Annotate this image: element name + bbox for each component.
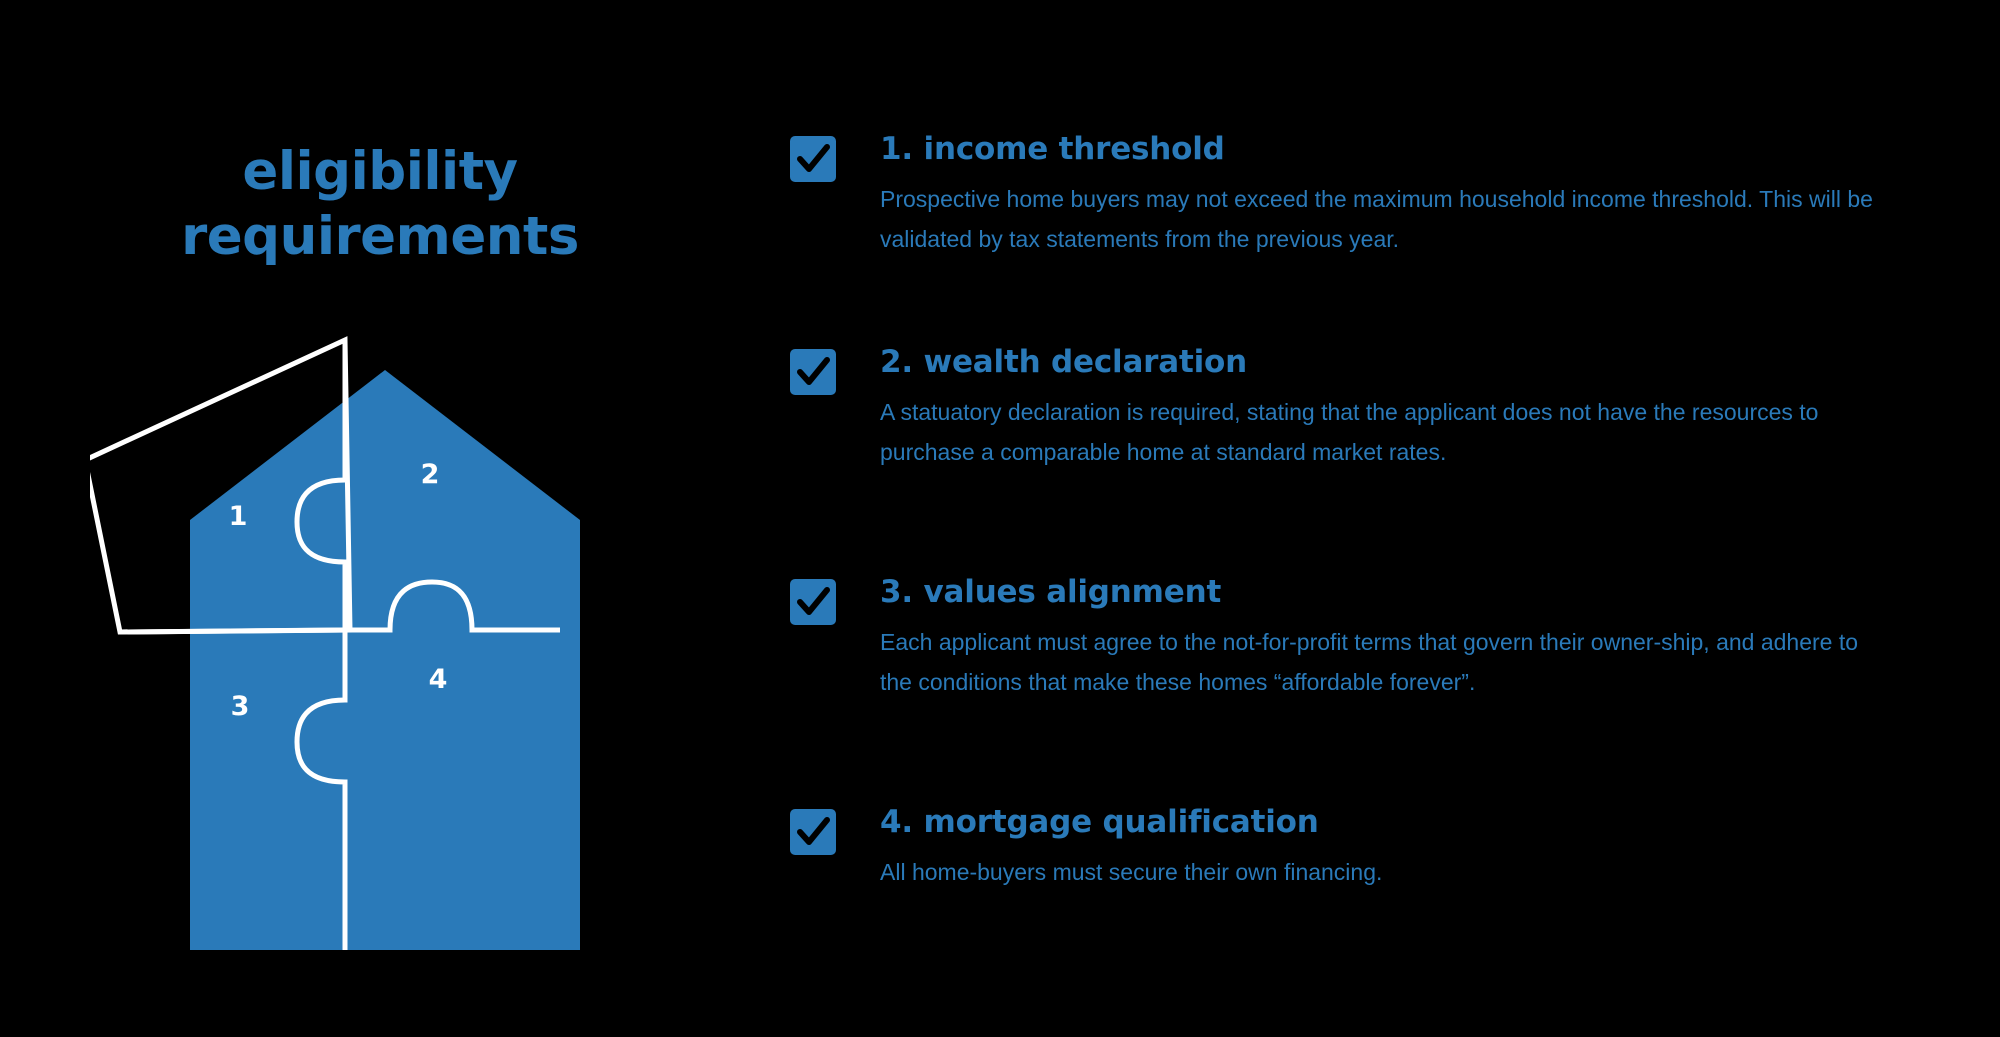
requirement-heading-2: 2. wealth declaration	[880, 344, 1247, 380]
house-puzzle-illustration	[90, 330, 690, 950]
puzzle-piece-label-3: 3	[230, 691, 250, 722]
requirement-body-1: Prospective home buyers may not exceed the maximum household income threshold. This will be validated by tax statements from the previous year.	[880, 186, 1873, 252]
house-puzzle-svg	[90, 330, 690, 950]
house-shape	[190, 370, 580, 950]
requirement-heading-4: 4. mortgage qualification	[880, 804, 1319, 840]
puzzle-piece-label-1: 1	[228, 501, 248, 532]
requirement-item-3	[790, 575, 1900, 702]
requirement-body-3: Each applicant must agree to the not-for-profit terms that govern their owner-ship, and adhere to the conditions that make these homes “affordable forever”.	[880, 629, 1859, 695]
requirement-text-4	[880, 805, 1900, 893]
puzzle-piece-label-2: 2	[420, 459, 440, 490]
requirement-body-4: All home-buyers must secure their own financing.	[880, 859, 1383, 886]
requirement-item-4	[790, 805, 1900, 893]
requirement-body-2: A statuatory declaration is required, stating that the applicant does not have the resources to purchase a comparable home at standard market rates.	[880, 399, 1819, 465]
requirement-item-2	[790, 345, 1900, 472]
title-line-1: eligibility	[242, 141, 518, 202]
requirement-heading-1: 1. income threshold	[880, 131, 1225, 167]
title-line-2: requirements	[181, 205, 579, 267]
requirement-item-1	[790, 132, 1900, 259]
checkbox-checked-icon	[790, 349, 836, 395]
requirement-text-2	[880, 345, 1900, 472]
illustration-panel	[0, 0, 760, 1037]
requirements-panel	[790, 0, 1940, 1037]
puzzle-piece-label-4: 4	[428, 664, 448, 695]
checkbox-checked-icon	[790, 809, 836, 855]
requirement-heading-3: 3. values alignment	[880, 574, 1222, 610]
checkbox-checked-icon	[790, 579, 836, 625]
checkbox-checked-icon	[790, 136, 836, 182]
requirement-text-1	[880, 132, 1900, 259]
requirement-text-3	[880, 575, 1900, 702]
page-title	[0, 140, 760, 269]
